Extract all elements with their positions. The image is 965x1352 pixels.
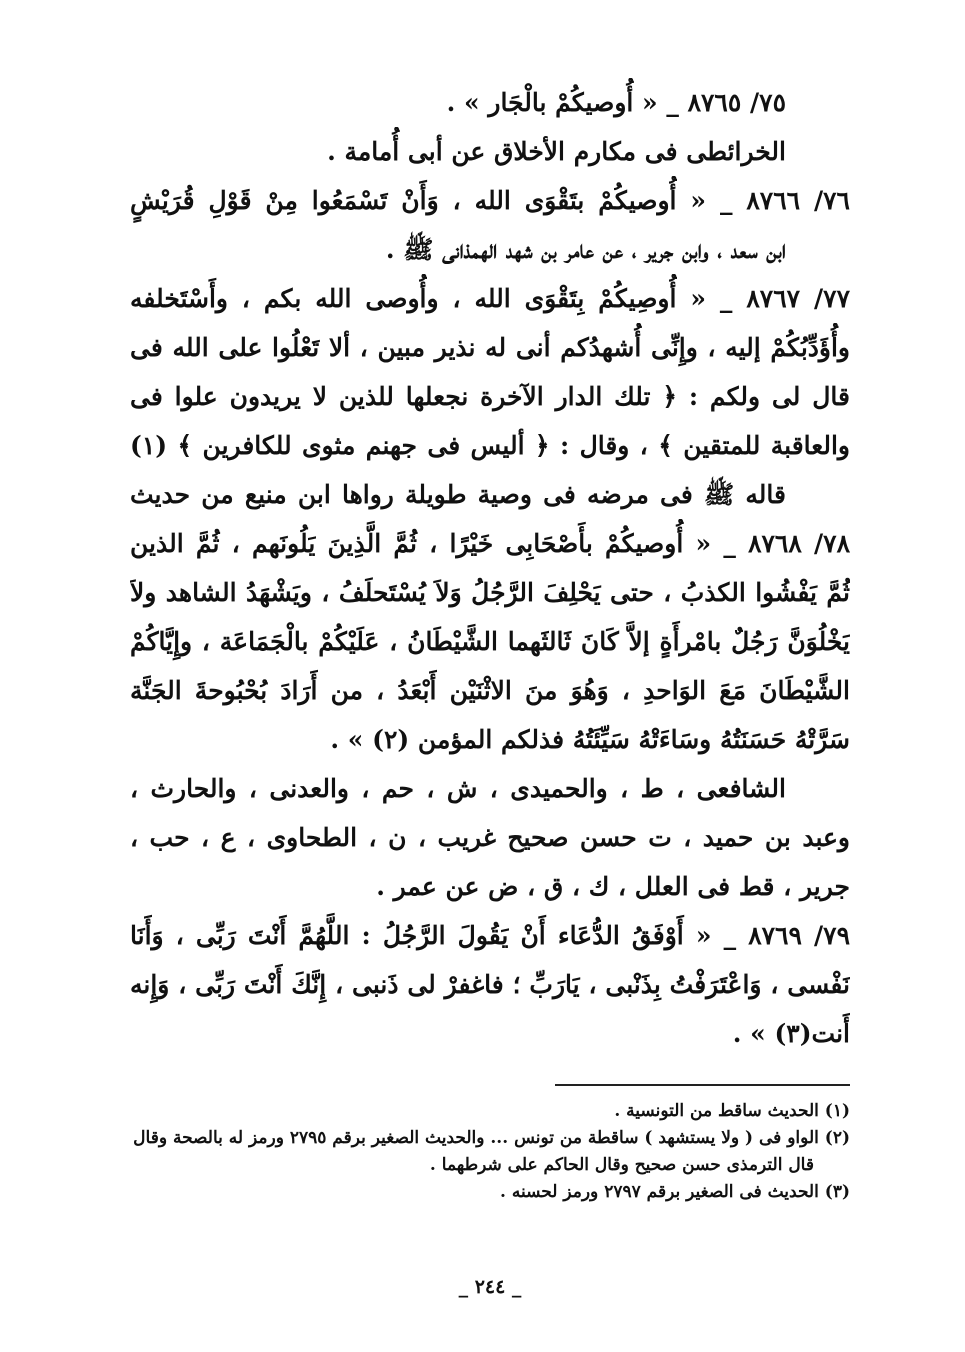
hadith-8766-text: ٧٦/ ٨٧٦٦ _ « أُوصيكُمْ بتَقْوَى الله ، وَأَنْ تَسْمَعُوا مِنْ قَوْلِ قُرَيْشٍ xyxy=(130,186,850,215)
footnote-1: (١) الحديث ساقط من التونسية . xyxy=(614,1101,850,1121)
book-page xyxy=(130,78,850,1328)
hadith-8769-line-3: أَنت(٣) » . xyxy=(732,1019,850,1048)
hadith-8768-line-3: يَخْلُوَنَّ رَجُلٌ بامْرأَةٍ إلاَّ كَانَ ثَالثَهما الشَّيْطَانُ ، عَلَيْكُمْ بالْجَمَاعَة ، وإِيَّاكُمْ xyxy=(130,627,850,656)
hadith-8768-source-2: وعبد بن حميد ، ت حسن صحيح غريب ، ن ، الطحاوى ، ع ، حب ، xyxy=(130,823,850,852)
hadith-8766-source: ابن سعد ، وابن جرير ، عن عامر بن شهد الهمذانى ﷺ . xyxy=(385,235,786,264)
footnote-2-continuation: قال الترمذى حسن صحيح وقال الحاكم على شرطهما . xyxy=(429,1155,814,1175)
hadith-8767-source: قاله ﷺ فى مرضه فى وصية طويلة رواها ابن منيع من حديث xyxy=(130,480,786,509)
hadith-8765-text: ٧٥/ ٨٧٦٥ _ « أُوصيكُمْ بالْجَار » . xyxy=(446,88,786,117)
footnote-3: (٣) الحديث فى الصغير برقم ٢٧٩٧ ورمز لحسنه . xyxy=(500,1182,850,1202)
hadith-8768-line-1: ٧٨/ ٨٧٦٨ _ « أُوصيكُمْ بأَصْحَابِى خَيْرًا ، ثُمَّ الَّذِينَ يَلُونَهم ، ثُمَّ الذين xyxy=(130,529,850,558)
hadith-8768-source-1: الشافعى ، ط ، والحميدى ، ش ، حم ، والعدنى ، والحارث ، xyxy=(130,774,786,803)
hadith-8767-line-2: وأُؤَدِّبُكُمْ إليه ، وإِنِّى أُشهدُكم أنى له نذير مبين ، ألا تَعْلُوا على الله فى xyxy=(130,333,850,362)
hadith-8768-line-2: ثُمَّ يَفْشُوا الكذبُ ، حتى يَحْلِفَ الرَّجُلُ وَلاَ يُسْتَحلَفُ ، ويَشْهَدُ الشاهد ولاَ xyxy=(130,578,850,607)
hadith-8765-source: الخرائطى فى مكارم الأخلاق عن أبى أُمامة . xyxy=(327,137,786,166)
footnote-2: (٢) الواو فى ( ولا يستشهد ) ساقطة من تونس ... والحديث الصغير برقم ٢٧٩٥ ورمز له بالصحة وقال xyxy=(133,1128,850,1148)
main-text xyxy=(130,78,850,1058)
page-number: _ ٢٤٤ _ xyxy=(458,1276,522,1298)
hadith-8767-line-3: قال لى ولكم : ﴿ تلك الدار الآخرة نجعلها للذين لا يريدون علوا فى xyxy=(130,382,850,411)
hadith-8769-line-2: نَفْسى ، وَاعْتَرَفْتُ بِذَنْبى ، يَارَبِّ ؛ فاغفرْ لى ذَنبى ، إِنَّكَ أَنْتَ رَبِّى ، وَإِنه xyxy=(130,970,850,999)
hadith-8767-line-4: والعاقبة للمتقين ﴾ ، وقال : ﴿ أليس فى جهنم مثوى للكافرين ﴾ (١) xyxy=(130,431,850,460)
footnotes xyxy=(130,1098,850,1206)
hadith-8769-line-1: ٧٩/ ٨٧٦٩ _ « أَوْفَقُ الدُّعَاء أَنْ يَقُولَ الرَّجُلُ : اللَّهُمَّ أَنْتَ رَبِّى ، وَأَنَا xyxy=(130,921,850,950)
footnote-divider xyxy=(555,1084,850,1086)
hadith-8768-line-4: الشَّيْطَانَ مَعَ الوَاحدِ ، وَهُوَ منَ الاثْنَيْن أَبْعَدُ ، من أَرَادَ بُحْبُوحةَ الجَنَّة xyxy=(130,676,850,705)
hadith-8768-line-5: سَرَّتْهُ حَسَنَتُهُ وسَاءَتْهُ سَيِّئَتُهُ فذلكم المؤمن (٢) » . xyxy=(330,725,850,754)
hadith-8768-source-3: جرير ، قط فى العلل ، ك ، ق ، ض عن عمر . xyxy=(376,872,850,901)
hadith-8767-line-1: ٧٧/ ٨٧٦٧ _ « أُوصِيكُمْ بِتَقْوَى الله ، وأُوصى الله بكم ، وأَسْتَخلفه xyxy=(130,284,850,313)
